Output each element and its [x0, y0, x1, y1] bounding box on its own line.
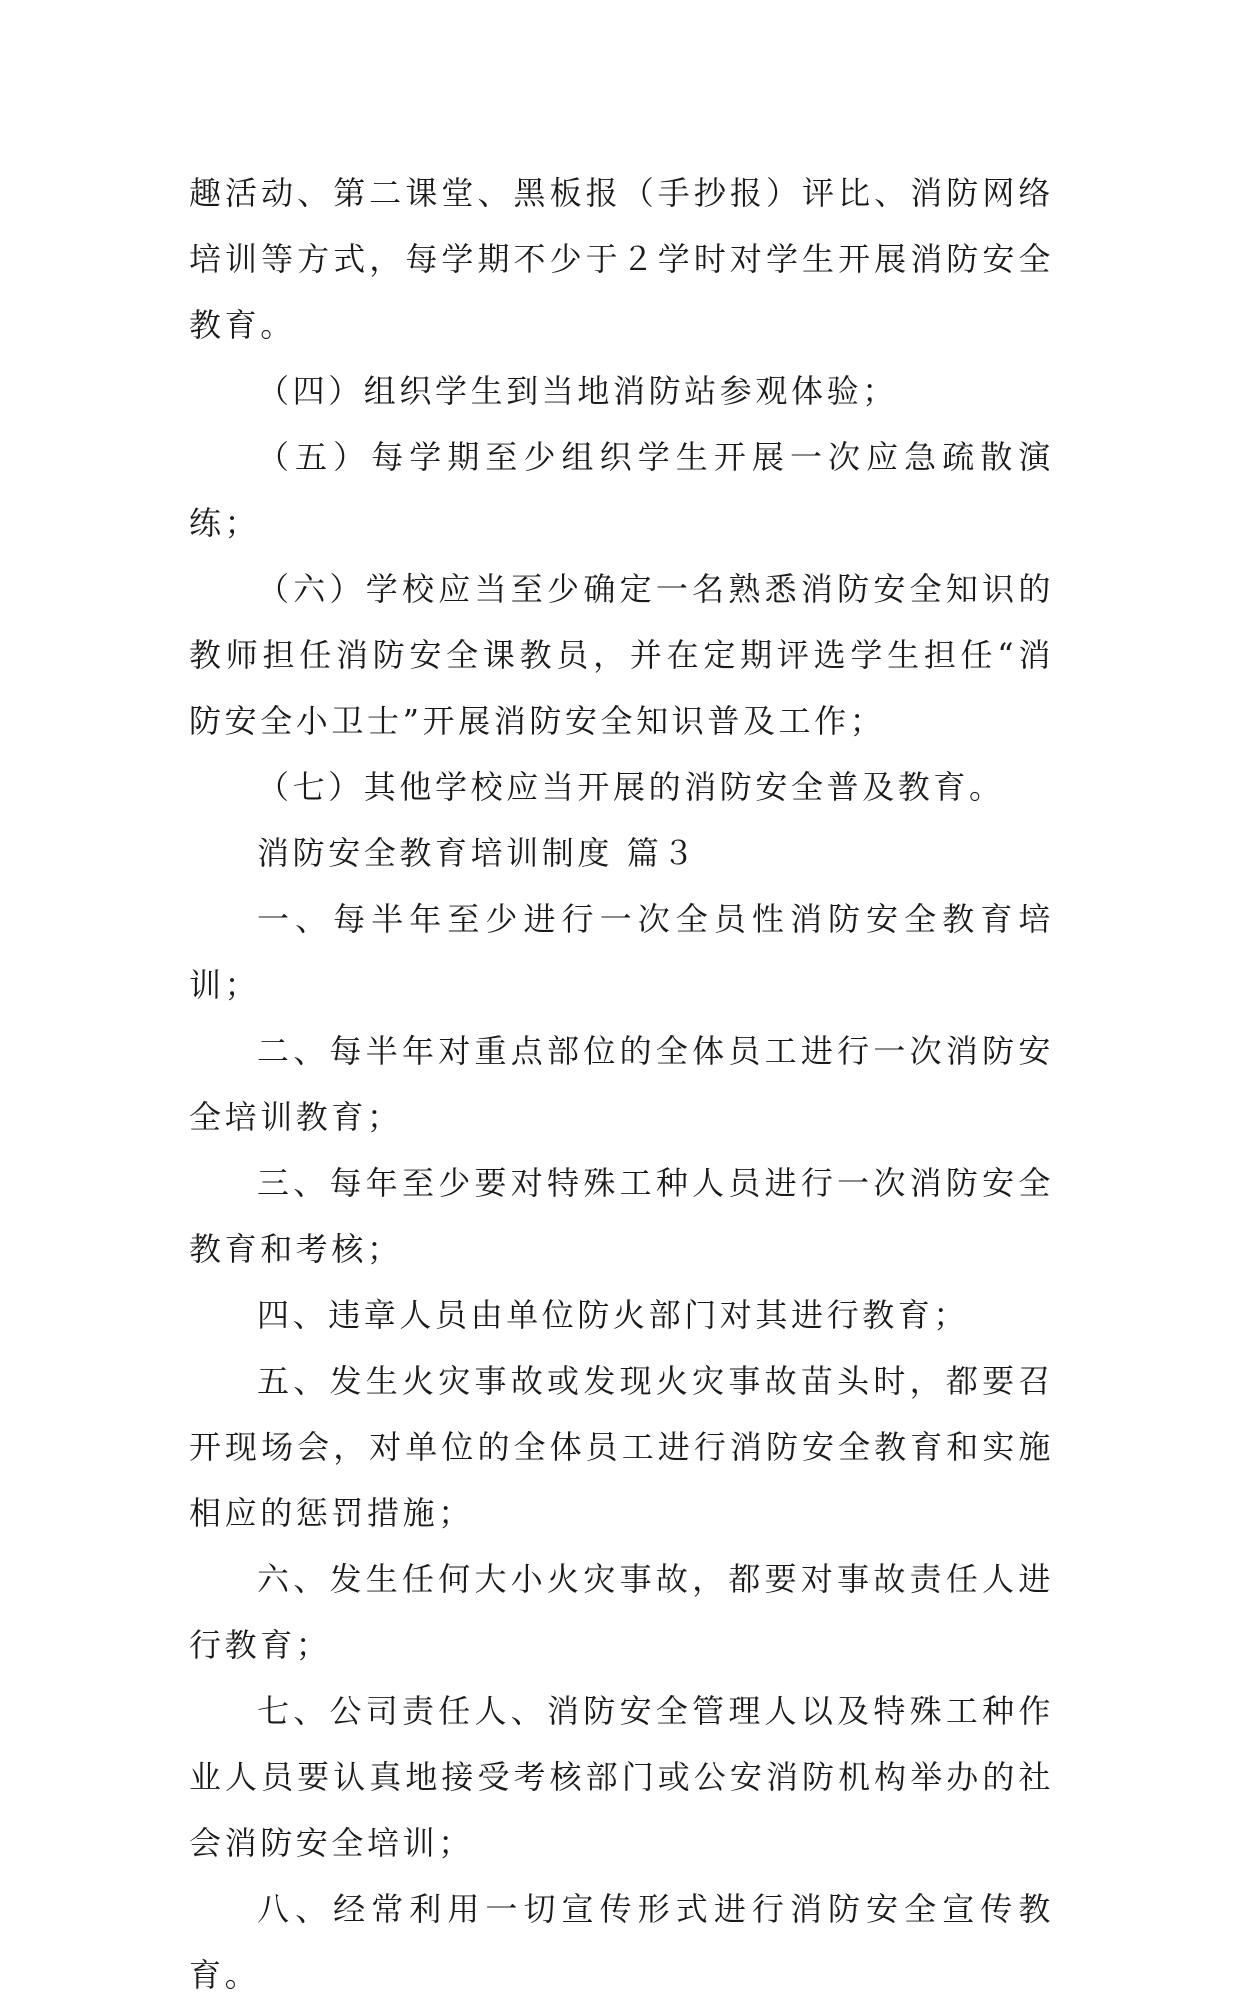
paragraph-item-seven: （七）其他学校应当开展的消防安全普及教育。 — [257, 768, 1005, 806]
rule-item-six: 六、发生任何大小火灾事故，都要对事故责任人进行教育； — [189, 1560, 1054, 1664]
paragraph-item-four: （四）组织学生到当地消防站参观体验； — [257, 372, 898, 410]
paragraph-item-five: （五）每学期至少组织学生开展一次应急疏散演练； — [189, 438, 1054, 542]
rule-item-three: 三、每年至少要对特殊工种人员进行一次消防安全教育和考核； — [189, 1164, 1054, 1268]
paragraph-continuation: 趣活动、第二课堂、黑板报（手抄报）评比、消防网络培训等方式，每学期不少于２学时对学生开展消防安全教育。 — [189, 174, 1054, 344]
document-body — [189, 160, 1054, 2008]
rule-item-eight: 八、经常利用一切宣传形式进行消防安全宣传教育。 — [189, 1890, 1054, 1994]
rule-item-four: 四、违章人员由单位防火部门对其进行教育； — [257, 1296, 970, 1334]
rule-item-one: 一、每半年至少进行一次全员性消防安全教育培训； — [189, 900, 1054, 1004]
paragraph-item-six: （六）学校应当至少确定一名熟悉消防安全知识的教师担任消防安全课教员，并在定期评选学生担任“消防安全小卫士”开展消防安全知识普及工作； — [189, 570, 1054, 740]
rule-item-seven: 七、公司责任人、消防安全管理人以及特殊工种作业人员要认真地接受考核部门或公安消防机构举办的社会消防安全培训； — [189, 1692, 1054, 1862]
rule-item-five: 五、发生火灾事故或发现火灾事故苗头时，都要召开现场会，对单位的全体员工进行消防安全教育和实施相应的惩罚措施； — [189, 1362, 1054, 1532]
section-heading: 消防安全教育培训制度 篇３ — [257, 834, 698, 872]
rule-item-two: 二、每半年对重点部位的全体员工进行一次消防安全培训教育； — [189, 1032, 1054, 1136]
